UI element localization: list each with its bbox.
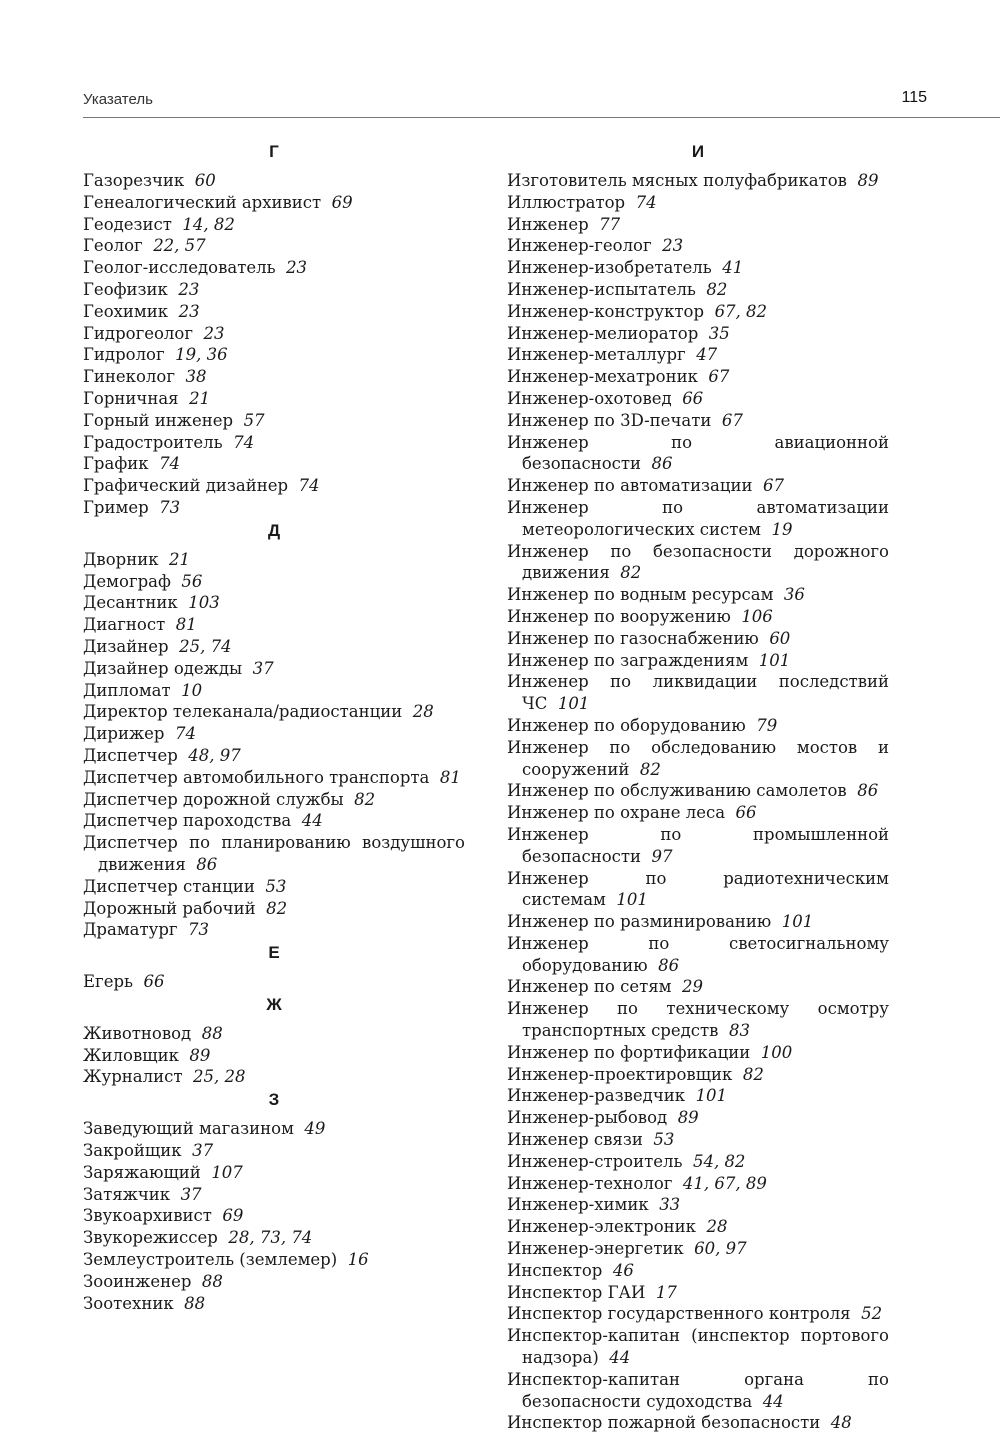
entry-pages: 28 (706, 1217, 728, 1237)
index-entry (507, 344, 889, 366)
entry-term: Журналист (83, 1067, 183, 1087)
entry-term: Инженер-энергетик (507, 1239, 684, 1259)
entry-pages: 82 (706, 279, 728, 299)
entry-pages: 97 (651, 846, 673, 866)
entry-term: Инженер по охране леса (507, 803, 726, 823)
entry-pages: 89 (189, 1045, 211, 1065)
section-letter: Ж (266, 994, 282, 1014)
index-entry (507, 323, 889, 345)
entry-term: Заведующий магазином (83, 1119, 294, 1139)
index-entry (83, 1227, 465, 1249)
index-entry (83, 745, 465, 767)
entry-pages: 101 (616, 890, 648, 910)
index-entry (83, 388, 465, 410)
index-entry (83, 810, 465, 832)
section-letter: Е (268, 943, 280, 963)
entry-pages: 74 (635, 192, 657, 212)
entry-pages: 44 (301, 811, 323, 831)
index-entry (83, 214, 465, 236)
entry-term: Горничная (83, 388, 179, 408)
index-entry (507, 628, 889, 650)
entry-pages: 82 (354, 789, 376, 809)
entry-term: Инженер-проектировщик (507, 1064, 733, 1084)
entry-pages: 69 (222, 1206, 244, 1226)
entry-term: Инспектор-капитан (инспектор портового надзора) (507, 1326, 889, 1368)
entry-term: Инженер по оборудованию (507, 715, 746, 735)
entry-pages: 33 (659, 1195, 681, 1215)
entry-term: Инженер по фортификации (507, 1042, 751, 1062)
entry-term: Заряжающий (83, 1162, 201, 1182)
index-entry (83, 1271, 465, 1293)
index-entry (507, 998, 889, 1042)
entry-pages: 89 (857, 171, 879, 190)
entry-term: Диспетчер автомобильного транспорта (83, 767, 430, 787)
entry-term: Геофизик (83, 279, 168, 299)
section-letter: Г (269, 142, 279, 161)
entry-term: Инженер-разведчик (507, 1086, 686, 1106)
entry-pages: 60 (769, 628, 791, 648)
index-entry (83, 1066, 465, 1088)
header-title: Указатель (83, 91, 153, 108)
index-entry (507, 584, 889, 606)
index-entry (83, 832, 465, 876)
entry-term: Инспектор (507, 1260, 603, 1280)
entry-pages: 69 (331, 192, 353, 212)
index-entry (507, 976, 889, 998)
entry-term: Инженер по безопасности дорожного движения (507, 541, 889, 583)
entry-term: Десантник (83, 593, 178, 613)
index-entry (83, 453, 465, 475)
entry-term: Инженер по вооружению (507, 606, 731, 626)
entry-pages: 17 (655, 1282, 677, 1302)
entry-pages: 82 (639, 759, 661, 779)
entry-term: Диспетчер пароходства (83, 811, 292, 831)
index-entry (83, 279, 465, 301)
index-entry (83, 592, 465, 614)
index-entry (507, 279, 889, 301)
entry-pages: 81 (439, 767, 461, 787)
index-entry (507, 1282, 889, 1304)
entry-term: Звукоархивист (83, 1206, 212, 1226)
entry-pages: 53 (265, 876, 287, 896)
index-entry (507, 606, 889, 628)
entry-term: Инженер по водным ресурсам (507, 585, 774, 605)
index-entry (83, 170, 465, 192)
section-letter: Д (267, 520, 281, 540)
index-entry (507, 1325, 889, 1369)
entry-term: Инженер-изобретатель (507, 258, 712, 278)
entry-term: Инженер-мехатроник (507, 367, 698, 387)
entry-pages: 103 (188, 593, 220, 613)
entry-term: Гидролог (83, 345, 165, 365)
entry-term: Демограф (83, 571, 171, 591)
entry-pages: 101 (557, 694, 590, 714)
index-entry (507, 737, 889, 781)
index-entry (83, 658, 465, 680)
entry-pages: 21 (189, 388, 211, 408)
entry-pages: 25, 28 (193, 1067, 246, 1087)
index-entry (507, 1412, 889, 1434)
entry-pages: 25, 74 (179, 636, 232, 656)
entry-term: Егерь (83, 972, 133, 992)
entry-term: Инженер по разминированию (507, 912, 772, 932)
entry-pages: 106 (741, 606, 773, 626)
entry-term: График (83, 454, 149, 474)
entry-term: Инженер по техническому осмотру транспортных средств (507, 999, 889, 1041)
index-entry (83, 767, 465, 789)
entry-pages: 38 (185, 367, 207, 387)
index-entry (507, 497, 889, 541)
entry-term: Инженер по 3D-печати (507, 410, 712, 430)
entry-term: Жиловщик (83, 1045, 179, 1065)
entry-term: Диспетчер (83, 745, 178, 765)
entry-pages: 83 (728, 1021, 750, 1041)
index-entry (83, 680, 465, 702)
entry-term: Инженер по радиотехническим системам (507, 868, 889, 910)
index-entry (83, 1293, 465, 1315)
index-entry (507, 824, 889, 868)
entry-pages: 19 (771, 519, 793, 539)
index-entry (83, 1045, 465, 1067)
index-entry (507, 410, 889, 432)
entry-pages: 81 (175, 615, 197, 635)
entry-pages: 88 (201, 1271, 223, 1291)
entry-term: Животновод (83, 1023, 192, 1043)
index-entry (507, 1173, 889, 1195)
entry-pages: 66 (682, 388, 704, 408)
entry-pages: 60, 97 (694, 1239, 747, 1259)
index-entry (507, 1369, 889, 1413)
entry-pages: 28 (412, 702, 434, 722)
entry-pages: 48 (830, 1413, 852, 1433)
entry-pages: 86 (651, 454, 673, 474)
entry-pages: 86 (658, 955, 680, 975)
entry-pages: 67 (763, 476, 785, 496)
index-entry (83, 366, 465, 388)
entry-term: Драматург (83, 920, 178, 940)
entry-pages: 89 (677, 1108, 699, 1128)
entry-term: Инженер по авиационной безопасности (507, 432, 889, 474)
index-entry (83, 876, 465, 898)
entry-term: Инженер (507, 214, 589, 234)
entry-term: Дворник (83, 549, 159, 569)
entry-pages: 67 (721, 410, 743, 430)
entry-term: Инженер-геолог (507, 236, 652, 256)
entry-term: Геохимик (83, 301, 169, 321)
index-entry (507, 1303, 889, 1325)
entry-term: Инженер-конструктор (507, 301, 705, 321)
entry-pages: 82 (266, 898, 288, 918)
index-entry (83, 323, 465, 345)
entry-term: Геолог (83, 236, 143, 256)
entry-term: Инженер по ликвидации последствий ЧС (507, 672, 889, 714)
index-entry (507, 1064, 889, 1086)
entry-pages: 46 (612, 1260, 634, 1280)
index-entry (507, 214, 889, 236)
entry-term: Геодезист (83, 214, 172, 234)
entry-pages: 47 (696, 345, 718, 365)
index-entry (83, 1249, 465, 1271)
entry-term: Горный инженер (83, 410, 234, 430)
entry-term: Инженер-мелиоратор (507, 323, 699, 343)
entry-pages: 88 (184, 1293, 206, 1313)
section-letter: И (691, 142, 705, 161)
entry-term: Диагност (83, 615, 166, 635)
entry-term: Инженер связи (507, 1130, 643, 1150)
index-entry (83, 636, 465, 658)
entry-term: Зооинженер (83, 1271, 192, 1291)
index-column-right (507, 140, 889, 1434)
entry-term: Инспектор пожарной безопасности (507, 1413, 821, 1433)
entry-pages: 74 (174, 724, 196, 744)
index-entry (507, 257, 889, 279)
entry-pages: 54, 82 (692, 1151, 746, 1171)
index-entry (83, 549, 465, 571)
index-entry (83, 1205, 465, 1227)
entry-pages: 73 (188, 920, 210, 940)
index-entry (507, 780, 889, 802)
entry-term: Градостроитель (83, 432, 223, 452)
entry-term: Инженер по обслуживанию самолетов (507, 781, 847, 801)
entry-pages: 48, 97 (188, 745, 241, 765)
entry-pages: 53 (653, 1130, 675, 1150)
index-entry (83, 614, 465, 636)
index-entry (507, 1085, 889, 1107)
index-entry (83, 919, 465, 941)
entry-term: Инженер по промышленной безопасности (507, 824, 889, 866)
entry-term: Диспетчер по планированию воздушного движения (83, 833, 465, 874)
entry-term: Инспектор-капитан органа по безопасности судоходства (507, 1369, 889, 1411)
entry-pages: 56 (181, 571, 203, 591)
index-entry (83, 410, 465, 432)
index-entry (507, 1107, 889, 1129)
header-rule (83, 117, 1000, 118)
entry-pages: 79 (756, 715, 778, 735)
entry-term: Иллюстратор (507, 192, 626, 212)
entry-term: Газорезчик (83, 171, 185, 190)
index-entry (507, 475, 889, 497)
entry-term: Инженер-испытатель (507, 279, 696, 299)
index-entry (83, 701, 465, 723)
entry-term: Инженер-технолог (507, 1173, 673, 1193)
entry-term: Дизайнер одежды (83, 658, 243, 678)
entry-pages: 49 (304, 1119, 326, 1139)
entry-term: Инспектор государственного контроля (507, 1304, 851, 1324)
entry-pages: 14, 82 (182, 214, 235, 234)
entry-pages: 107 (211, 1162, 243, 1182)
index-entry (83, 1162, 465, 1184)
entry-term: Звукорежиссер (83, 1228, 218, 1248)
index-entry (83, 1184, 465, 1206)
index-entry (507, 366, 889, 388)
entry-pages: 28, 73, 74 (228, 1228, 313, 1248)
entry-pages: 37 (180, 1184, 202, 1204)
entry-pages: 16 (347, 1250, 369, 1270)
entry-pages: 44 (609, 1348, 631, 1368)
entry-term: Зоотехник (83, 1293, 174, 1313)
entry-term: Инспектор ГАИ (507, 1282, 646, 1302)
entry-term: Графический дизайнер (83, 476, 289, 496)
entry-pages: 22, 57 (153, 236, 206, 256)
entry-pages: 19, 36 (175, 345, 228, 365)
index-column-left (83, 140, 465, 1314)
index-entry (83, 192, 465, 214)
entry-term: Диспетчер дорожной службы (83, 789, 344, 809)
entry-pages: 41 (722, 258, 744, 278)
entry-pages: 74 (233, 432, 255, 452)
entry-term: Директор телеканала/радиостанции (83, 702, 403, 722)
index-entry (83, 344, 465, 366)
entry-pages: 37 (192, 1141, 214, 1161)
entry-pages: 23 (178, 279, 200, 299)
entry-pages: 21 (169, 549, 191, 569)
index-entry (83, 497, 465, 519)
index-entry (507, 671, 889, 715)
index-entry (83, 789, 465, 811)
entry-term: Гидрогеолог (83, 323, 193, 343)
entry-pages: 37 (252, 658, 274, 678)
entry-term: Дорожный рабочий (83, 898, 256, 918)
entry-term: Дипломат (83, 680, 171, 700)
entry-pages: 67, 82 (714, 301, 768, 321)
entry-term: Инженер по светосигнальному оборудованию (507, 933, 889, 975)
index-entry (507, 301, 889, 323)
entry-term: Инженер-металлург (507, 345, 686, 365)
entry-term: Инженер по сетям (507, 977, 672, 997)
index-entry (507, 1151, 889, 1173)
index-entry (507, 868, 889, 912)
index-entry (507, 1194, 889, 1216)
entry-pages: 66 (735, 803, 757, 823)
index-entry (507, 1129, 889, 1151)
entry-pages: 101 (758, 650, 791, 670)
entry-term: Инженер по обследованию мостов и сооружений (507, 737, 889, 779)
index-entry (83, 301, 465, 323)
entry-term: Инженер-строитель (507, 1151, 683, 1171)
index-entry (507, 192, 889, 214)
entry-pages: 35 (708, 323, 730, 343)
entry-term: Инженер по газоснабжению (507, 628, 759, 648)
entry-term: Дизайнер (83, 636, 169, 656)
index-entry (83, 1140, 465, 1162)
index-entry (507, 1042, 889, 1064)
entry-term: Изготовитель мясных полуфабрикатов (507, 171, 847, 190)
index-entry (83, 971, 465, 993)
entry-pages: 86 (857, 781, 879, 801)
entry-term: Инженер-электроник (507, 1217, 696, 1237)
index-entry (83, 475, 465, 497)
index-entry (507, 170, 889, 192)
entry-term: Диспетчер станции (83, 876, 255, 896)
index-entry (507, 933, 889, 977)
entry-term: Землеустроитель (землемер) (83, 1250, 338, 1270)
entry-term: Инженер по автоматизации (507, 476, 753, 496)
index-entry (507, 432, 889, 476)
running-header (83, 88, 927, 112)
index-entry (507, 650, 889, 672)
entry-pages: 101 (781, 912, 814, 932)
entry-pages: 44 (762, 1391, 784, 1411)
entry-pages: 77 (599, 214, 621, 234)
entry-pages: 10 (181, 680, 203, 700)
entry-term: Гинеколог (83, 367, 175, 387)
entry-pages: 41, 67, 89 (682, 1173, 767, 1193)
index-entry (507, 715, 889, 737)
entry-pages: 57 (243, 410, 265, 430)
entry-pages: 67 (708, 367, 730, 387)
entry-pages: 23 (203, 323, 225, 343)
entry-term: Закройщик (83, 1141, 182, 1161)
entry-pages: 23 (178, 301, 200, 321)
index-entry (83, 235, 465, 257)
entry-term: Затяжчик (83, 1184, 171, 1204)
entry-term: Геолог-исследователь (83, 258, 276, 278)
entry-pages: 74 (159, 454, 181, 474)
entry-pages: 101 (695, 1086, 728, 1106)
index-entry (507, 541, 889, 585)
entry-term: Инженер-химик (507, 1195, 649, 1215)
index-entry (83, 723, 465, 745)
index-entry (507, 911, 889, 933)
index-entry (507, 1238, 889, 1260)
index-entry (507, 802, 889, 824)
entry-pages: 73 (159, 497, 181, 517)
entry-pages: 82 (742, 1064, 764, 1084)
entry-pages: 52 (861, 1304, 883, 1324)
index-entry (83, 571, 465, 593)
index-entry (83, 257, 465, 279)
entry-pages: 23 (286, 258, 308, 278)
entry-term: Генеалогический архивист (83, 192, 322, 212)
index-entry (83, 1118, 465, 1140)
index-entry (507, 235, 889, 257)
entry-term: Инженер по автоматизации метеорологических систем (507, 497, 889, 539)
index-entry (83, 898, 465, 920)
entry-term: Дирижер (83, 724, 165, 744)
entry-term: Инженер-рыбовод (507, 1108, 668, 1128)
index-entry (507, 388, 889, 410)
entry-pages: 23 (662, 236, 684, 256)
index-entry (83, 1023, 465, 1045)
index-entry (83, 432, 465, 454)
entry-term: Инженер по заграждениям (507, 650, 749, 670)
entry-pages: 66 (143, 972, 165, 992)
entry-term: Гример (83, 497, 149, 517)
entry-pages: 36 (783, 585, 805, 605)
index-entry (507, 1260, 889, 1282)
entry-pages: 88 (201, 1023, 223, 1043)
entry-pages: 60 (194, 171, 216, 190)
entry-pages: 86 (196, 854, 218, 874)
entry-pages: 100 (760, 1042, 793, 1062)
section-letter: З (268, 1090, 280, 1110)
entry-pages: 74 (298, 476, 320, 496)
entry-pages: 82 (620, 563, 642, 583)
entry-term: Инженер-охотовед (507, 388, 672, 408)
entry-pages: 29 (681, 977, 703, 997)
page-number: 115 (901, 89, 927, 106)
index-entry (507, 1216, 889, 1238)
